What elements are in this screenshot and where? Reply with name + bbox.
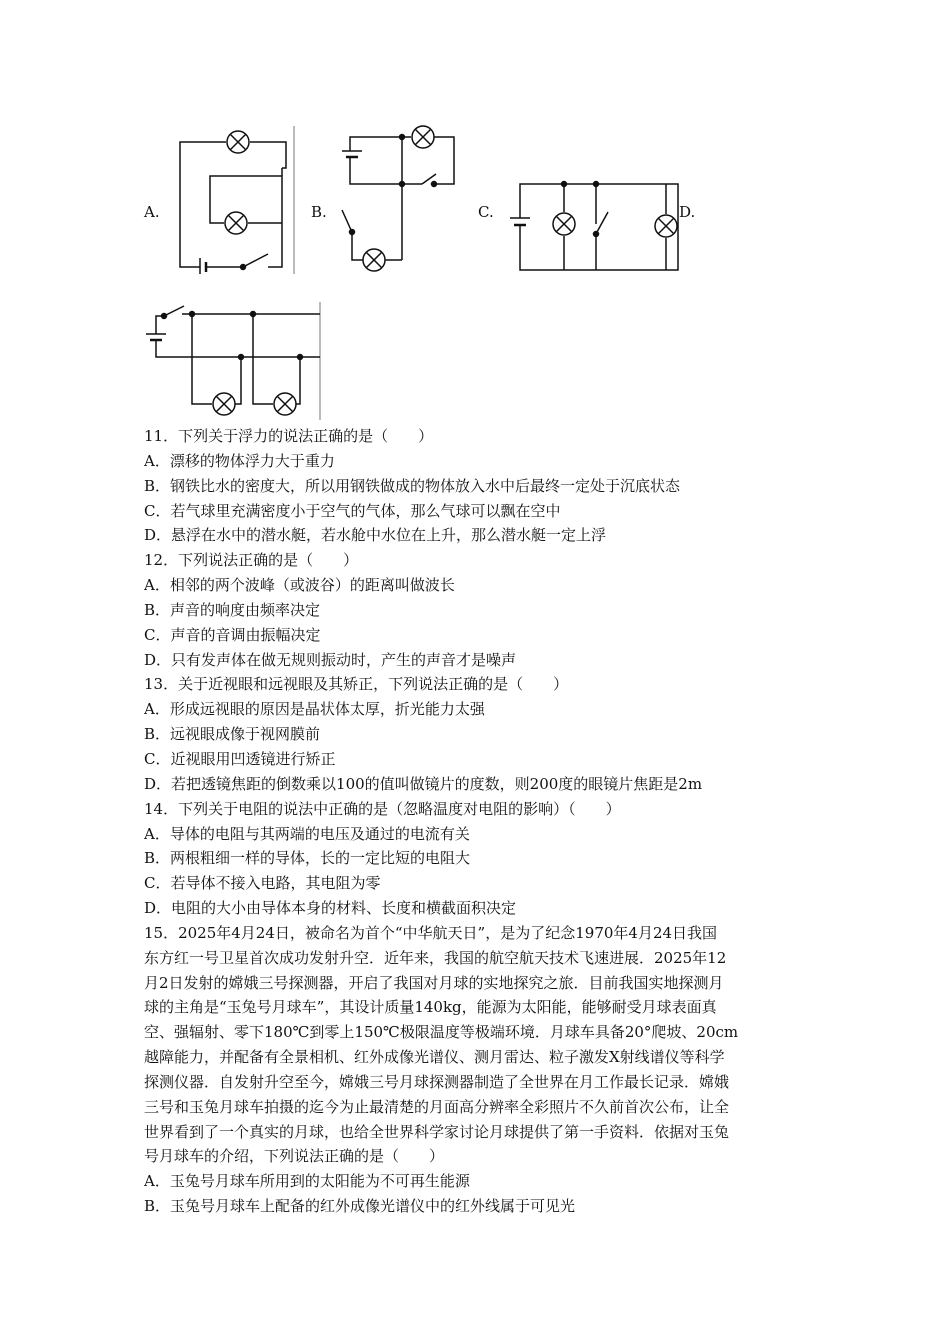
circuit-diagram-b <box>338 124 463 274</box>
q12-option-c: C．声音的音调由振幅决定 <box>144 625 321 644</box>
q14-option-d: D．电阻的大小由导体本身的材料、长度和横截面积决定 <box>144 899 517 918</box>
q15-stem-line: 月2日发射的嫦娥三号探测器，开启了我国对月球的实地探究之旅．目前我国实地探测月 <box>144 973 724 992</box>
q12-option-d: D．只有发声体在做无规则振动时，产生的声音才是噪声 <box>144 650 517 669</box>
circuit-diagram-a <box>170 126 300 274</box>
q11-stem: 11．下列关于浮力的说法正确的是（ ） <box>144 427 434 445</box>
option-a-label: A. <box>144 203 160 221</box>
q13-option-c: C．近视眼用凹透镜进行矫正 <box>144 749 336 768</box>
q11-option-b: B．钢铁比水的密度大，所以用钢铁做成的物体放入水中后最终一定处于沉底状态 <box>144 476 681 495</box>
q15-option-b: B．玉兔号月球车上配备的红外成像光谱仪中的红外线属于可见光 <box>144 1197 576 1216</box>
q14-option-c: C．若导体不接入电路，其电阻为零 <box>144 874 381 893</box>
circuit-diagram-d <box>140 300 325 420</box>
q15-stem-line: 三号和玉兔月球车拍摄的迄今为止最清楚的月面高分辨率全彩照片不久前首次公布，让全 <box>144 1097 730 1116</box>
q13-stem: 13．关于近视眼和远视眼及其矫正，下列说法正确的是（ ） <box>144 675 569 694</box>
q13-option-d: D．若把透镜焦距的倒数乘以100的值叫做镜片的度数，则200度的眼镜片焦距是2m <box>144 774 703 793</box>
q14-option-a: A．导体的电阻与其两端的电压及通过的电流有关 <box>144 824 470 843</box>
q14-option-b: B．两根粗细一样的导体，长的一定比短的电阻大 <box>144 849 471 868</box>
option-b-label: B. <box>311 203 327 221</box>
q12-stem: 12．下列说法正确的是（ ） <box>144 551 359 570</box>
q15-stem-line: 东方红一号卫星首次成功发射升空．近年来，我国的航空航天技术飞速进展．2025年12 <box>144 948 727 967</box>
q12-option-b: B．声音的响度由频率决定 <box>144 600 321 619</box>
option-c-label: C. <box>478 203 494 221</box>
q15-stem-line: 15．2025年4月24日，被命名为首个“中华航天日”，是为了纪念1970年4月24日我国 <box>144 923 718 942</box>
q15-stem-line: 越障能力，并配备有全景相机、红外成像光谱仪、测月雷达、粒子激发X射线谱仪等科学 <box>144 1048 725 1067</box>
option-d-label: D. <box>679 203 696 221</box>
q11-option-c: C．若气球里充满密度小于空气的气体，那么气球可以飘在空中 <box>144 501 561 520</box>
q15-stem-line: 世界看到了一个真实的月球，也给全世界科学家讨论月球提供了第一手资料．依据对玉兔 <box>144 1122 730 1141</box>
q13-option-a: A．形成远视眼的原因是晶状体太厚，折光能力太强 <box>144 700 485 719</box>
q12-option-a: A．相邻的两个波峰（或波谷）的距离叫做波长 <box>144 576 455 595</box>
q14-stem: 14．下列关于电阻的说法中正确的是（忽略温度对电阻的影响）（ ） <box>144 799 621 818</box>
circuit-diagram-c <box>506 176 686 274</box>
q15-stem-line: 球的主角是“玉兔号月球车”，其设计质量140kg，能源为太阳能，能够耐受月球表面真 <box>144 998 717 1017</box>
q15-option-a: A．玉兔号月球车所用到的太阳能为不可再生能源 <box>144 1172 470 1191</box>
q13-option-b: B．远视眼成像于视网膜前 <box>144 725 321 744</box>
q15-stem-line: 号月球车的介绍，下列说法正确的是（ ） <box>144 1147 445 1166</box>
q15-stem-line: 空、强辐射、零下180℃到零上150℃极限温度等极端环境．月球车具备20°爬坡、20cm <box>144 1023 739 1042</box>
q11-option-d: D．悬浮在水中的潜水艇，若水舱中水位在上升，那么潜水艇一定上浮 <box>144 526 607 545</box>
question-list <box>144 424 809 1219</box>
q15-stem-line: 探测仪器．自发射升空至今，嫦娥三号月球探测器制造了全世界在月工作最长记录．嫦娥 <box>144 1072 730 1091</box>
q15-stem <box>144 921 809 1169</box>
q11-option-a: A．漂移的物体浮力大于重力 <box>144 451 335 470</box>
